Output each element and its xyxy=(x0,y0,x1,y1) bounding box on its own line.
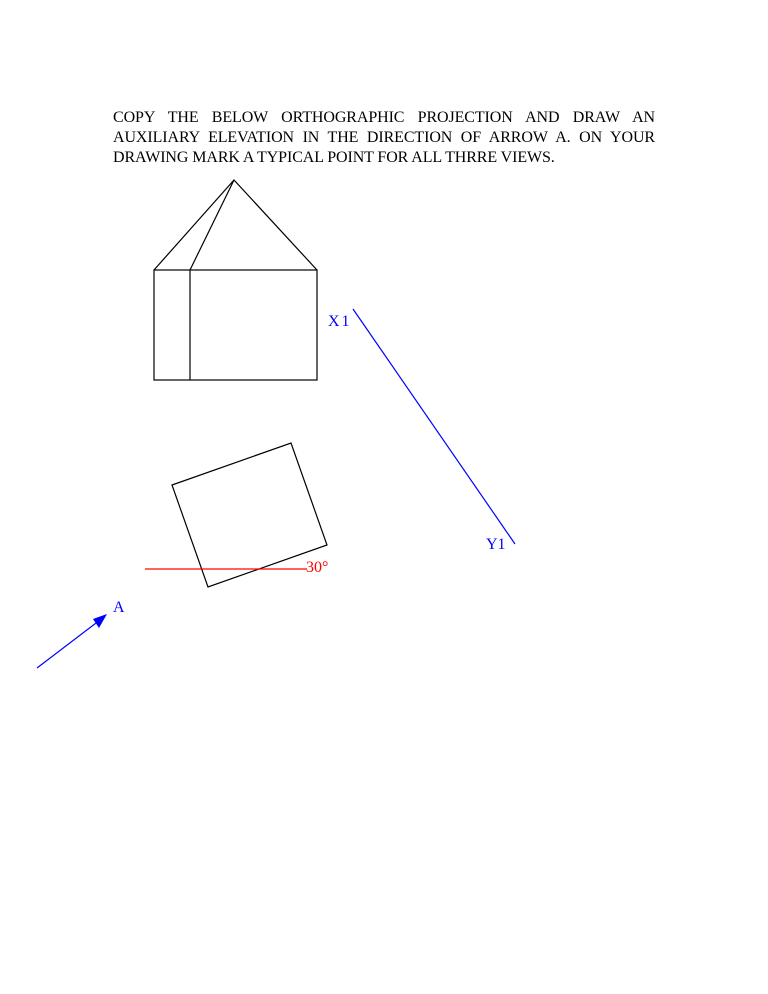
plan-view-square xyxy=(172,443,327,587)
x1-y1-reference-line xyxy=(353,309,515,544)
instructions-text: COPY THE BELOW ORTHOGRAPHIC PROJECTION AND DRAW AN AUXILIARY ELEVATION IN THE DIRECTION OF ARROW A. ON YOUR DRAWING MARK A TYPICAL POINT FOR ALL THRRE VIEWS. xyxy=(113,109,655,166)
y1-label: Y1 xyxy=(486,536,506,553)
arrow-a-shaft xyxy=(37,620,100,668)
angle-label: 30° xyxy=(306,559,329,576)
roof-ridge-line xyxy=(190,180,234,270)
roof-outline xyxy=(154,180,317,270)
arrow-a-head-icon xyxy=(93,614,107,628)
arrow-a-label: A xyxy=(113,599,125,616)
front-elevation xyxy=(154,180,317,380)
x1-label: X1 xyxy=(328,313,352,330)
elevation-body xyxy=(154,270,317,380)
